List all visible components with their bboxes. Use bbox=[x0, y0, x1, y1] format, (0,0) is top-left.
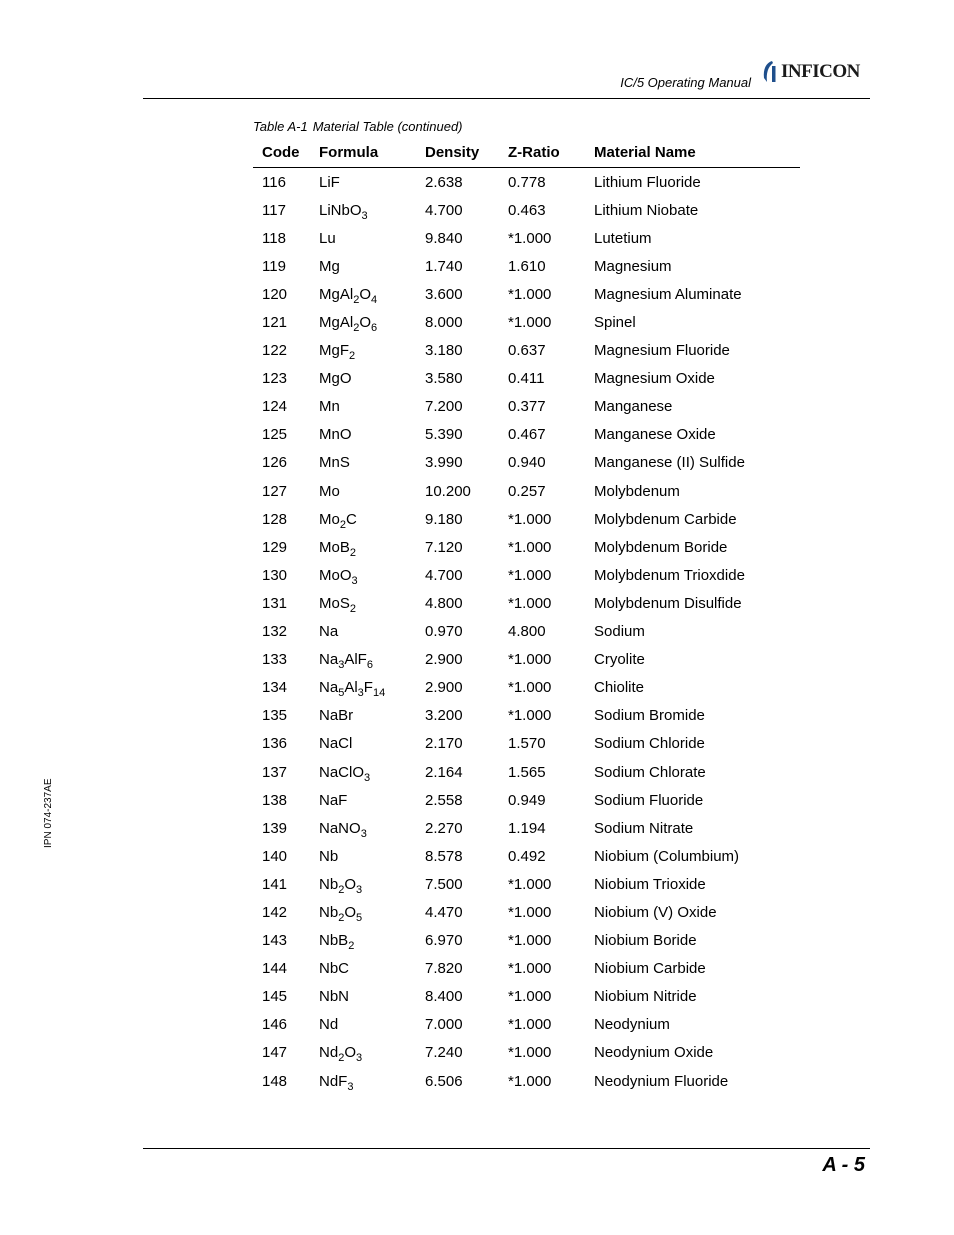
cell-material-name: Cryolite bbox=[594, 651, 645, 669]
cell-material-name: Sodium Nitrate bbox=[594, 819, 694, 837]
cell-zratio: 1.565 bbox=[508, 763, 546, 781]
column-header-formula: Formula bbox=[310, 138, 416, 168]
manual-title: IC/5 Operating Manual bbox=[620, 75, 751, 90]
formula-element: O bbox=[359, 285, 371, 303]
formula-element: NaBr bbox=[319, 707, 354, 725]
formula-subscript: 2 bbox=[338, 1052, 345, 1065]
cell-density: 7.240 bbox=[425, 1044, 463, 1062]
cell-material-name: Sodium Fluoride bbox=[594, 791, 704, 809]
ipn-label: IPN 074-237AE bbox=[43, 778, 54, 848]
formula-element: O bbox=[344, 875, 356, 893]
cell-zratio: *1.000 bbox=[508, 932, 552, 950]
cell-zratio: *1.000 bbox=[508, 707, 552, 725]
cell-density: 7.820 bbox=[425, 960, 463, 978]
formula-subscript: 2 bbox=[339, 518, 346, 531]
cell-formula bbox=[310, 337, 416, 365]
formula-element: Lu bbox=[319, 229, 336, 247]
cell-material-name: Molybdenum Boride bbox=[594, 538, 728, 556]
formula-subscript: 2 bbox=[349, 602, 356, 615]
column-header-material-name: Material Name bbox=[585, 138, 800, 168]
formula-subscript: 3 bbox=[364, 771, 371, 784]
cell-material-name: Niobium Trioxide bbox=[594, 875, 706, 893]
cell-code: 130 bbox=[262, 566, 288, 584]
cell-formula bbox=[310, 674, 416, 702]
formula-subscript: 3 bbox=[361, 209, 368, 222]
table-row bbox=[253, 730, 800, 758]
cell-density: 8.000 bbox=[425, 314, 463, 332]
logo-wordmark: INFICON bbox=[781, 61, 860, 82]
table-row bbox=[253, 983, 800, 1011]
cell-code: 141 bbox=[262, 875, 288, 893]
cell-zratio: *1.000 bbox=[508, 1072, 552, 1090]
cell-code: 139 bbox=[262, 819, 288, 837]
table-row bbox=[253, 561, 800, 589]
formula-element: MoB bbox=[319, 538, 350, 556]
cell-code: 142 bbox=[262, 903, 288, 921]
table-row bbox=[253, 337, 800, 365]
table-row bbox=[253, 646, 800, 674]
cell-zratio: 0.637 bbox=[508, 342, 546, 360]
cell-code: 118 bbox=[262, 229, 286, 247]
formula-element: AlF bbox=[344, 651, 367, 669]
cell-density: 10.200 bbox=[425, 482, 471, 500]
formula-element: O bbox=[344, 1044, 356, 1062]
formula-element: NdF bbox=[319, 1072, 348, 1090]
cell-density: 3.990 bbox=[425, 454, 463, 472]
cell-density: 7.200 bbox=[425, 398, 463, 416]
cell-material-name: Manganese (II) Sulfide bbox=[594, 454, 745, 472]
formula-subscript: 3 bbox=[338, 659, 345, 672]
table-row bbox=[253, 421, 800, 449]
cell-material-name: Chiolite bbox=[594, 679, 645, 697]
cell-material-name: Neodynium bbox=[594, 1016, 670, 1034]
cell-code: 145 bbox=[262, 988, 288, 1006]
cell-formula bbox=[310, 758, 416, 786]
cell-material-name: Niobium Carbide bbox=[594, 960, 706, 978]
cell-formula bbox=[310, 365, 416, 393]
cell-density: 2.164 bbox=[425, 763, 463, 781]
table-row bbox=[253, 365, 800, 393]
table-row bbox=[253, 814, 800, 842]
cell-code: 138 bbox=[262, 791, 288, 809]
cell-material-name: Niobium Nitride bbox=[594, 988, 697, 1006]
cell-material-name: Niobium (V) Oxide bbox=[594, 903, 717, 921]
cell-material-name: Molybdenum Carbide bbox=[594, 510, 737, 528]
cell-material-name: Molybdenum Trioxdide bbox=[594, 566, 745, 584]
formula-element: MoO bbox=[319, 566, 352, 584]
cell-material-name: Lithium Niobate bbox=[594, 201, 699, 219]
cell-code: 134 bbox=[262, 679, 288, 697]
formula-element: Nd bbox=[319, 1016, 339, 1034]
table-number: Table A-1 bbox=[253, 119, 308, 134]
cell-material-name: Lutetium bbox=[594, 229, 652, 247]
cell-material-name: Sodium bbox=[594, 623, 645, 641]
cell-code: 126 bbox=[262, 454, 288, 472]
table-row bbox=[253, 702, 800, 730]
cell-formula bbox=[310, 533, 416, 561]
table-title: Material Table (continued) bbox=[312, 119, 463, 134]
formula-element: Na bbox=[319, 679, 339, 697]
cell-zratio: 4.800 bbox=[508, 623, 546, 641]
cell-code: 116 bbox=[262, 173, 286, 191]
cell-density: 4.700 bbox=[425, 201, 463, 219]
formula-subscript: 2 bbox=[348, 940, 355, 953]
cell-zratio: *1.000 bbox=[508, 1016, 552, 1034]
table-row bbox=[253, 168, 800, 197]
cell-formula bbox=[310, 421, 416, 449]
cell-formula bbox=[310, 1011, 416, 1039]
formula-subscript: 3 bbox=[360, 827, 367, 840]
cell-material-name: Molybdenum bbox=[594, 482, 680, 500]
table-row bbox=[253, 1039, 800, 1067]
cell-material-name: Molybdenum Disulfide bbox=[594, 594, 742, 612]
table-row bbox=[253, 477, 800, 505]
cell-code: 120 bbox=[262, 285, 288, 303]
cell-zratio: *1.000 bbox=[508, 314, 552, 332]
formula-element: Mg bbox=[319, 257, 340, 275]
page-number: A - 5 bbox=[822, 1154, 865, 1176]
table-row bbox=[253, 280, 800, 308]
cell-density: 6.970 bbox=[425, 932, 463, 950]
cell-density: 2.900 bbox=[425, 679, 463, 697]
cell-code: 136 bbox=[262, 735, 288, 753]
cell-formula bbox=[310, 196, 416, 224]
cell-density: 2.270 bbox=[425, 819, 463, 837]
cell-code: 146 bbox=[262, 1016, 288, 1034]
table-header-row bbox=[253, 138, 800, 168]
cell-code: 123 bbox=[262, 370, 288, 388]
column-header-zratio: Z-Ratio bbox=[499, 138, 585, 168]
cell-code: 121 bbox=[262, 314, 288, 332]
cell-code: 147 bbox=[262, 1044, 288, 1062]
formula-subscript: 3 bbox=[351, 574, 358, 587]
cell-density: 5.390 bbox=[425, 426, 463, 444]
cell-material-name: Sodium Chloride bbox=[594, 735, 705, 753]
cell-zratio: 0.257 bbox=[508, 482, 546, 500]
cell-density: 3.180 bbox=[425, 342, 463, 360]
formula-subscript: 14 bbox=[372, 687, 386, 700]
cell-zratio: *1.000 bbox=[508, 594, 552, 612]
cell-formula bbox=[310, 589, 416, 617]
formula-subscript: 2 bbox=[353, 322, 360, 335]
cell-code: 128 bbox=[262, 510, 288, 528]
table-row bbox=[253, 758, 800, 786]
table-row bbox=[253, 674, 800, 702]
table-row bbox=[253, 1011, 800, 1039]
cell-code: 122 bbox=[262, 342, 288, 360]
formula-element: LiNbO bbox=[319, 201, 362, 219]
formula-subscript: 3 bbox=[355, 883, 363, 896]
formula-element: NbB bbox=[319, 932, 349, 950]
cell-zratio: 1.610 bbox=[508, 257, 546, 275]
cell-code: 125 bbox=[262, 426, 288, 444]
formula-element: NbN bbox=[319, 988, 350, 1006]
formula-subscript: 6 bbox=[366, 659, 373, 672]
cell-density: 7.120 bbox=[425, 538, 463, 556]
cell-material-name: Spinel bbox=[594, 314, 636, 332]
cell-formula bbox=[310, 477, 416, 505]
cell-formula bbox=[310, 252, 416, 280]
cell-density: 4.800 bbox=[425, 594, 463, 612]
formula-element: MgF bbox=[319, 342, 349, 360]
cell-zratio: 0.778 bbox=[508, 173, 546, 191]
table-row bbox=[253, 252, 800, 280]
table-row bbox=[253, 927, 800, 955]
cell-formula bbox=[310, 983, 416, 1011]
cell-formula bbox=[310, 786, 416, 814]
table-row bbox=[253, 870, 800, 898]
cell-zratio: *1.000 bbox=[508, 1044, 552, 1062]
formula-element: MoS bbox=[319, 594, 350, 612]
formula-element: F bbox=[363, 679, 373, 697]
formula-element: C bbox=[345, 510, 357, 528]
cell-formula bbox=[310, 702, 416, 730]
cell-material-name: Magnesium Oxide bbox=[594, 370, 715, 388]
cell-zratio: *1.000 bbox=[508, 903, 552, 921]
cell-density: 2.170 bbox=[425, 735, 463, 753]
cell-code: 124 bbox=[262, 398, 288, 416]
cell-material-name: Magnesium Fluoride bbox=[594, 342, 730, 360]
cell-density: 3.200 bbox=[425, 707, 463, 725]
cell-density: 9.180 bbox=[425, 510, 463, 528]
formula-element: NaNO bbox=[319, 819, 361, 837]
formula-subscript: 2 bbox=[338, 911, 345, 924]
cell-material-name: Niobium Boride bbox=[594, 932, 697, 950]
cell-density: 4.700 bbox=[425, 566, 463, 584]
cell-formula bbox=[310, 870, 416, 898]
cell-zratio: *1.000 bbox=[508, 510, 552, 528]
cell-zratio: *1.000 bbox=[508, 538, 552, 556]
material-table bbox=[253, 138, 800, 1095]
cell-material-name: Manganese bbox=[594, 398, 673, 416]
formula-element: NaCl bbox=[319, 735, 353, 753]
inficon-logo bbox=[760, 60, 872, 84]
cell-code: 117 bbox=[262, 201, 286, 219]
cell-zratio: 1.570 bbox=[508, 735, 546, 753]
formula-subscript: 3 bbox=[355, 1052, 363, 1065]
cell-material-name: Magnesium Aluminate bbox=[594, 285, 742, 303]
table-body bbox=[253, 168, 800, 1096]
cell-density: 0.970 bbox=[425, 623, 463, 641]
formula-subscript: 2 bbox=[349, 350, 356, 363]
cell-zratio: 0.463 bbox=[508, 201, 546, 219]
formula-element: Nb bbox=[319, 847, 339, 865]
cell-formula bbox=[310, 898, 416, 926]
cell-zratio: *1.000 bbox=[508, 285, 552, 303]
cell-formula bbox=[310, 618, 416, 646]
cell-zratio: 0.377 bbox=[508, 398, 546, 416]
cell-zratio: *1.000 bbox=[508, 875, 552, 893]
table-row bbox=[253, 196, 800, 224]
formula-subscript: 2 bbox=[353, 293, 360, 306]
cell-density: 3.580 bbox=[425, 370, 463, 388]
cell-zratio: *1.000 bbox=[508, 566, 552, 584]
table-row bbox=[253, 618, 800, 646]
table-row bbox=[253, 898, 800, 926]
cell-formula bbox=[310, 393, 416, 421]
cell-zratio: 0.940 bbox=[508, 454, 546, 472]
table-row bbox=[253, 786, 800, 814]
cell-material-name: Neodynium Fluoride bbox=[594, 1072, 729, 1090]
cell-formula bbox=[310, 280, 416, 308]
formula-element: Nb bbox=[319, 903, 339, 921]
cell-material-name: Manganese Oxide bbox=[594, 426, 716, 444]
formula-element: NaF bbox=[319, 791, 348, 809]
cell-formula bbox=[310, 224, 416, 252]
cell-material-name: Lithium Fluoride bbox=[594, 173, 701, 191]
cell-density: 3.600 bbox=[425, 285, 463, 303]
cell-formula bbox=[310, 814, 416, 842]
cell-zratio: 1.194 bbox=[508, 819, 546, 837]
cell-material-name: Neodynium Oxide bbox=[594, 1044, 714, 1062]
cell-formula bbox=[310, 646, 416, 674]
cell-zratio: 0.467 bbox=[508, 426, 546, 444]
cell-code: 148 bbox=[262, 1072, 288, 1090]
column-header-density: Density bbox=[416, 138, 499, 168]
table-row bbox=[253, 955, 800, 983]
formula-subscript: 2 bbox=[349, 546, 356, 559]
formula-element: NaClO bbox=[319, 763, 365, 781]
table-caption bbox=[253, 119, 463, 134]
formula-element: Nb bbox=[319, 875, 339, 893]
table-row bbox=[253, 1067, 800, 1095]
cell-code: 132 bbox=[262, 623, 288, 641]
inficon-logo-mark-icon bbox=[760, 60, 782, 84]
cell-code: 129 bbox=[262, 538, 288, 556]
table-row bbox=[253, 842, 800, 870]
formula-subscript: 2 bbox=[338, 883, 345, 896]
cell-zratio: *1.000 bbox=[508, 988, 552, 1006]
cell-code: 127 bbox=[262, 482, 288, 500]
formula-element: O bbox=[359, 314, 371, 332]
cell-formula bbox=[310, 955, 416, 983]
cell-material-name: Sodium Bromide bbox=[594, 707, 705, 725]
table-row bbox=[253, 224, 800, 252]
cell-density: 4.470 bbox=[425, 903, 463, 921]
formula-element: Na bbox=[319, 651, 339, 669]
formula-subscript: 6 bbox=[370, 322, 378, 335]
cell-code: 119 bbox=[262, 257, 286, 275]
formula-element: MgAl bbox=[319, 285, 354, 303]
cell-code: 140 bbox=[262, 847, 288, 865]
cell-zratio: *1.000 bbox=[508, 229, 552, 247]
formula-element: MgAl bbox=[319, 314, 354, 332]
cell-material-name: Magnesium bbox=[594, 257, 672, 275]
cell-code: 143 bbox=[262, 932, 288, 950]
formula-subscript: 3 bbox=[347, 1080, 354, 1093]
cell-density: 8.400 bbox=[425, 988, 463, 1006]
cell-zratio: 0.411 bbox=[508, 370, 545, 388]
cell-code: 137 bbox=[262, 763, 288, 781]
cell-density: 7.000 bbox=[425, 1016, 463, 1034]
cell-code: 135 bbox=[262, 707, 288, 725]
formula-subscript: 5 bbox=[355, 911, 363, 924]
formula-element: MnS bbox=[319, 454, 350, 472]
cell-zratio: *1.000 bbox=[508, 651, 552, 669]
column-header-code: Code bbox=[253, 138, 310, 168]
cell-density: 8.578 bbox=[425, 847, 463, 865]
cell-zratio: 0.492 bbox=[508, 847, 546, 865]
formula-element: NbC bbox=[319, 960, 350, 978]
cell-zratio: *1.000 bbox=[508, 679, 552, 697]
cell-formula bbox=[310, 449, 416, 477]
cell-density: 2.638 bbox=[425, 173, 463, 191]
table-row bbox=[253, 449, 800, 477]
formula-subscript: 5 bbox=[338, 687, 345, 700]
cell-density: 2.900 bbox=[425, 651, 463, 669]
cell-formula bbox=[310, 927, 416, 955]
table-row bbox=[253, 505, 800, 533]
cell-formula bbox=[310, 730, 416, 758]
cell-formula bbox=[310, 308, 416, 336]
cell-formula bbox=[310, 168, 416, 197]
formula-element: Al bbox=[344, 679, 358, 697]
cell-formula bbox=[310, 1067, 416, 1095]
cell-material-name: Sodium Chlorate bbox=[594, 763, 706, 781]
table-row bbox=[253, 533, 800, 561]
cell-code: 133 bbox=[262, 651, 288, 669]
table-row bbox=[253, 393, 800, 421]
cell-density: 9.840 bbox=[425, 229, 463, 247]
cell-formula bbox=[310, 505, 416, 533]
cell-density: 7.500 bbox=[425, 875, 463, 893]
cell-formula bbox=[310, 561, 416, 589]
cell-density: 2.558 bbox=[425, 791, 463, 809]
cell-material-name: Niobium (Columbium) bbox=[594, 847, 740, 865]
cell-zratio: *1.000 bbox=[508, 960, 552, 978]
header-rule bbox=[143, 98, 870, 99]
cell-density: 1.740 bbox=[425, 257, 463, 275]
formula-element: MgO bbox=[319, 370, 352, 388]
cell-density: 6.506 bbox=[425, 1072, 463, 1090]
footer-rule bbox=[143, 1148, 870, 1149]
formula-subscript: 3 bbox=[357, 687, 364, 700]
formula-element: Mn bbox=[319, 398, 340, 416]
table-row bbox=[253, 308, 800, 336]
formula-element: Nd bbox=[319, 1044, 339, 1062]
formula-element: Na bbox=[319, 623, 339, 641]
cell-code: 144 bbox=[262, 960, 288, 978]
cell-formula bbox=[310, 1039, 416, 1067]
formula-element: Mo bbox=[319, 510, 340, 528]
formula-element: Mo bbox=[319, 482, 340, 500]
cell-formula bbox=[310, 842, 416, 870]
formula-element: LiF bbox=[319, 173, 340, 191]
formula-element: O bbox=[344, 903, 356, 921]
cell-code: 131 bbox=[262, 594, 288, 612]
table-row bbox=[253, 589, 800, 617]
formula-element: MnO bbox=[319, 426, 352, 444]
formula-subscript: 4 bbox=[370, 293, 378, 306]
cell-zratio: 0.949 bbox=[508, 791, 546, 809]
